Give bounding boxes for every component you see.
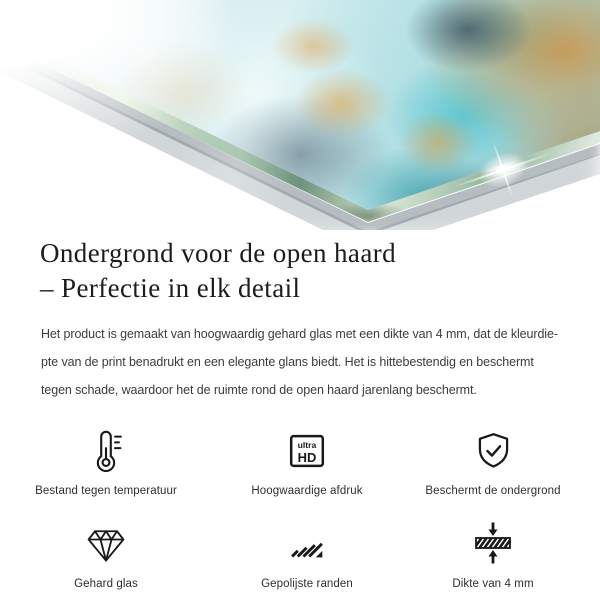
intro-line: Het product is gemaakt van hoogwaardig gehard glas met een dikte van 4 mm, dat de kleurdie- (41, 327, 558, 341)
feature-grid (0, 426, 600, 590)
feature-label: Gepolijste randen (261, 578, 353, 590)
feature-print-quality (212, 426, 402, 497)
product-photo (0, 0, 600, 230)
thickness-icon (469, 519, 517, 567)
intro-line: tegen schade, waardoor het de ruimte rond de open haard jarenlang beschermt. (41, 383, 477, 397)
page-title-line2: – Perfectie in elk detail (40, 273, 301, 303)
polished-edges-icon (286, 519, 328, 567)
feature-label: Hoogwaardige afdruk (251, 485, 363, 497)
feature-label: Bestand tegen temperatuur (35, 485, 177, 497)
page-title-line1: Ondergrond voor de open haard (40, 238, 396, 268)
ultra-hd-text-top: ultra (297, 440, 317, 451)
diamond-icon (84, 519, 128, 567)
feature-protects-floor (402, 426, 584, 497)
page-title (40, 236, 560, 306)
thermometer-icon (83, 426, 129, 474)
shield-check-icon (471, 426, 516, 474)
feature-label: Gehard glas (74, 578, 138, 590)
feature-temperature (0, 426, 212, 497)
ultra-hd-text-bottom: HD (297, 450, 317, 466)
feature-polished-edges (212, 519, 402, 590)
feature-label: Beschermt de ondergrond (425, 485, 561, 497)
intro-paragraph (41, 320, 560, 404)
feature-label: Dikte van 4 mm (452, 578, 534, 590)
ultra-hd-icon (284, 426, 330, 474)
intro-line: pte van de print benadrukt en een elegante glans biedt. Het is hittebestendig en beschermt (41, 355, 534, 369)
feature-thickness (402, 519, 584, 590)
feature-tempered-glass (0, 519, 212, 590)
